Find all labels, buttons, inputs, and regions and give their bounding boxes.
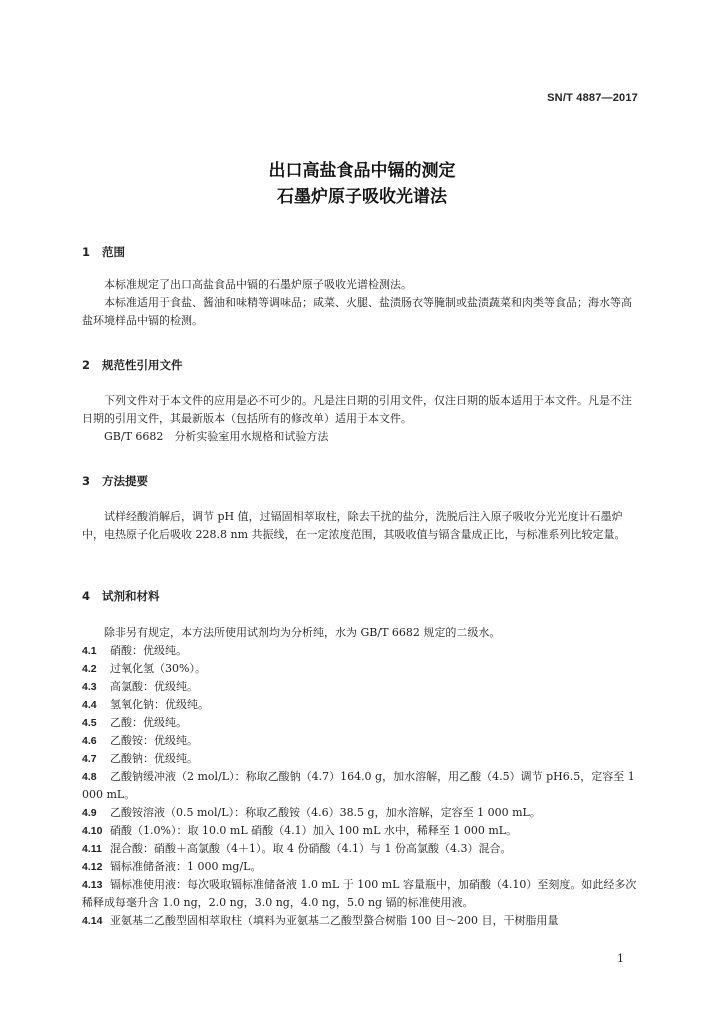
reference-entry: GB/T 6682 分析实验室用水规格和试验方法 xyxy=(104,430,329,443)
section-title: 范围 xyxy=(102,245,125,259)
list-item xyxy=(82,804,640,822)
page-number: 1 xyxy=(617,952,624,965)
paragraph: 本标准适用于食盐、酱油和味精等调味品；咸菜、火腿、盐渍肠衣等腌制或盐渍蔬菜和肉类等食品；海水等高盐环境样品中镉的检测。 xyxy=(82,296,632,327)
item-number: 4.8 xyxy=(82,771,97,783)
item-text: 高氯酸：优级纯。 xyxy=(110,680,198,693)
item-text: 硝酸：优级纯。 xyxy=(110,644,187,657)
list-item xyxy=(82,678,640,696)
list-item xyxy=(82,642,640,660)
list-item xyxy=(82,696,640,714)
document-title-line2: 石墨炉原子吸收光谱法 xyxy=(277,187,447,207)
section-heading-normative xyxy=(82,357,183,373)
item-text: 乙酸钠缓冲液（2 mol/L）：称取乙酸钠（4.7）164.0 g，加水溶解，用乙酸（4.5）调节 pH6.5，定容至 1 000 mL。 xyxy=(82,770,635,801)
list-item xyxy=(82,840,640,858)
section-title: 试剂和材料 xyxy=(102,589,160,603)
section-number: 3 xyxy=(82,474,91,488)
list-item xyxy=(82,876,640,912)
list-item xyxy=(82,750,640,768)
section-heading-scope xyxy=(82,244,125,260)
item-number: 4.12 xyxy=(82,861,103,873)
item-number: 4.13 xyxy=(82,879,103,891)
section-title: 规范性引用文件 xyxy=(102,358,183,372)
reagent-list xyxy=(82,642,640,930)
item-number: 4.3 xyxy=(82,681,97,693)
paragraph: 除非另有规定，本方法所使用试剂均为分析纯，水为 GB/T 6682 规定的二级水。 xyxy=(104,626,501,639)
item-text: 硝酸（1.0%）：取 10.0 mL 硝酸（4.1）加入 100 mL 水中，稀释至 1 000 mL。 xyxy=(110,824,518,837)
list-item xyxy=(82,714,640,732)
section-body-method xyxy=(82,508,640,544)
standard-code: SN/T 4887—2017 xyxy=(547,92,638,104)
item-number: 4.9 xyxy=(82,807,97,819)
item-number: 4.14 xyxy=(82,915,103,927)
list-item xyxy=(82,822,640,840)
item-text: 过氧化氢（30%）。 xyxy=(110,662,206,675)
item-text: 镉标准使用液：每次吸取镉标准储备液 1.0 mL 于 100 mL 容量瓶中，加硝酸（4.10）至刻度。如此经多次稀释成每毫升含 1.0 ng，2.0 ng，3.0 ng，4.0 ng，5.0 ng 镉的标准使用液。 xyxy=(82,878,637,909)
list-item xyxy=(82,732,640,750)
item-text: 乙酸：优级纯。 xyxy=(110,716,187,729)
list-item xyxy=(82,912,640,930)
item-number: 4.7 xyxy=(82,753,97,765)
item-text: 混合酸：硝酸＋高氯酸（4＋1）。取 4 份硝酸（4.1）与 1 份高氯酸（4.3）混合。 xyxy=(110,842,512,855)
section-number: 4 xyxy=(82,589,91,603)
item-text: 氢氧化钠：优级纯。 xyxy=(110,698,209,711)
item-text: 镉标准储备液：1 000 mg/L。 xyxy=(110,860,262,873)
list-item xyxy=(82,660,640,678)
item-number: 4.1 xyxy=(82,645,97,657)
item-text: 乙酸铵溶液（0.5 mol/L）：称取乙酸铵（4.6）38.5 g，加水溶解，定容至 1 000 mL。 xyxy=(110,806,541,819)
paragraph: 试样经酸消解后，调节 pH 值，过镉固相萃取柱，除去干扰的盐分，洗脱后注入原子吸收分光光度计石墨炉中，电热原子化后吸收 228.8 nm 共振线，在一定浓度范围，其吸收值与镉含量成正比，与标准系列比较定量。 xyxy=(82,510,626,541)
item-text: 乙酸钠：优级纯。 xyxy=(110,752,198,765)
list-item xyxy=(82,768,640,804)
section-heading-reagents xyxy=(82,588,160,604)
item-number: 4.2 xyxy=(82,663,97,675)
section-body-scope xyxy=(82,276,640,330)
section-number: 2 xyxy=(82,358,91,372)
item-text: 乙酸铵：优级纯。 xyxy=(110,734,198,747)
paragraph: 下列文件对于本文件的应用是必不可少的。凡是注日期的引用文件，仅注日期的版本适用于本文件。凡是不注日期的引用文件，其最新版本（包括所有的修改单）适用于本文件。 xyxy=(82,394,632,425)
item-number: 4.4 xyxy=(82,699,97,711)
paragraph: 本标准规定了出口高盐食品中镉的石墨炉原子吸收光谱检测法。 xyxy=(104,278,412,291)
section-number: 1 xyxy=(82,245,91,259)
item-text: 亚氨基二乙酸型固相萃取柱（填料为亚氨基二乙酸型螯合树脂 100 目～200 目，干树脂用量 xyxy=(110,914,559,927)
document-title-line1: 出口高盐食品中镉的测定 xyxy=(268,161,456,181)
item-number: 4.11 xyxy=(82,843,102,855)
item-number: 4.5 xyxy=(82,717,97,729)
section-intro-reagents xyxy=(82,624,640,642)
list-item xyxy=(82,858,640,876)
section-body-normative xyxy=(82,392,640,446)
item-number: 4.6 xyxy=(82,735,97,747)
section-title: 方法提要 xyxy=(102,474,148,488)
section-heading-method xyxy=(82,473,148,489)
item-number: 4.10 xyxy=(82,825,103,837)
